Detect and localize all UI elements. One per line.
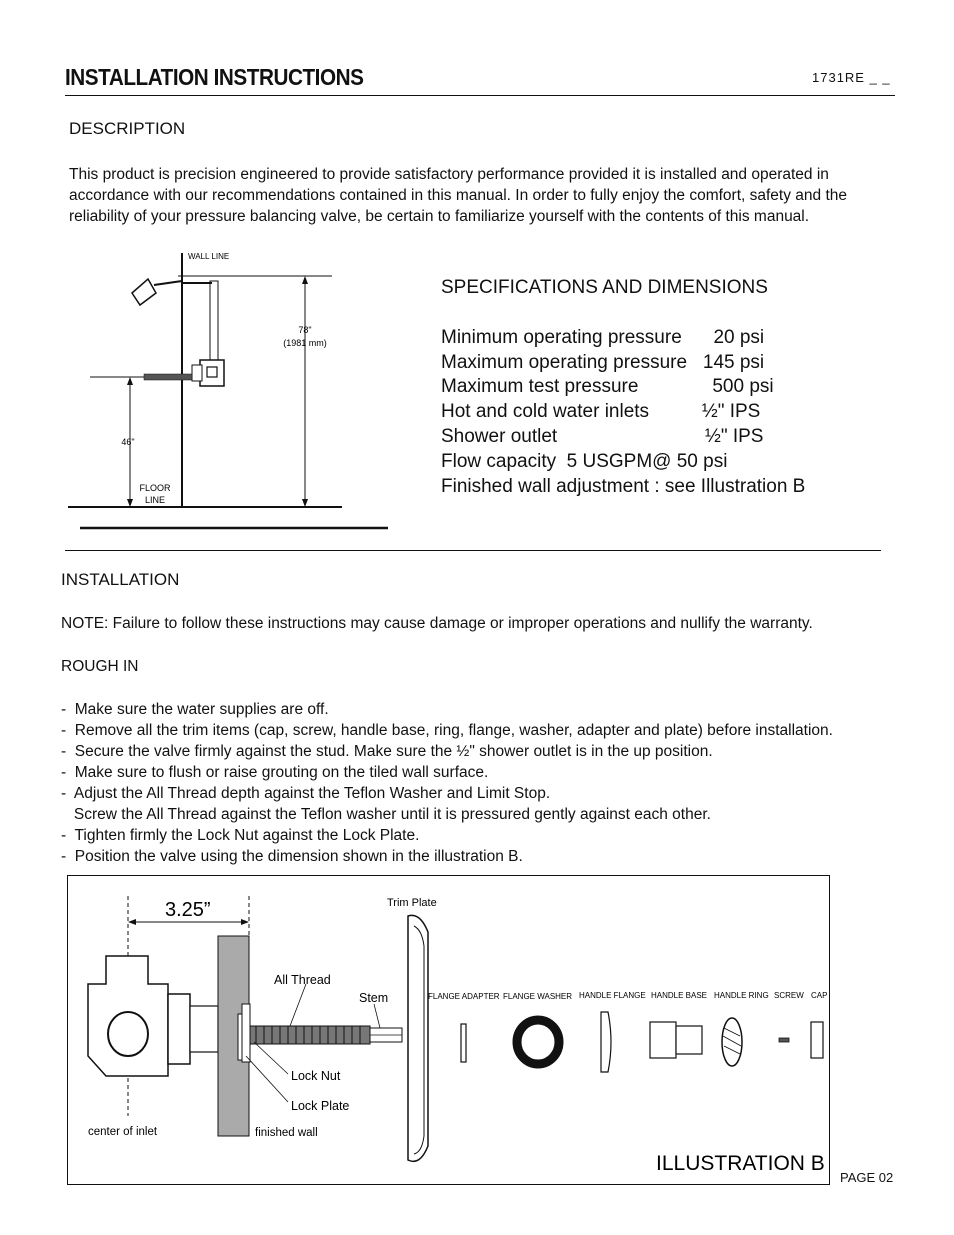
cap-icon: [811, 1022, 823, 1058]
handle-flange-icon: [601, 1012, 611, 1072]
lock-plate-label: Lock Plate: [291, 1099, 350, 1113]
height-78-mm-label: (1981 mm): [283, 338, 327, 348]
spec-row: Flow capacity 5 USGPM@ 50 psi: [441, 450, 728, 472]
spec-row: Finished wall adjustment : see Illustration B: [441, 475, 806, 497]
illustration-caption: ILLUSTRATION B: [656, 1152, 825, 1175]
cap-label: CAP: [811, 991, 828, 1000]
handle-base-label: HANDLE BASE: [651, 991, 708, 1000]
illustration-b-frame: [67, 875, 830, 1185]
trim-plate-icon: [408, 915, 428, 1161]
handle-ring-label: HANDLE RING: [714, 991, 769, 1000]
description-text: This product is precision engineered to provide satisfactory performance provided it is installed and operated in accordance with our recommendations contained in this manual. In order to fully enjoy the comfort, safety and the reliability of your pressure balancing valve, be certain to familiarize yourself with the contents of this manual.: [69, 166, 848, 225]
list-item: - Remove all the trim items (cap, screw, handle base, ring, flange, washer, adapter and plate) before installation.: [61, 722, 833, 739]
spec-row: Hot and cold water inlets ½" IPS: [441, 401, 761, 423]
spec-row: Minimum operating pressure 20 psi: [441, 326, 765, 348]
height-46-label: 46": [121, 437, 135, 447]
installation-note: NOTE: Failure to follow these instructions may cause damage or improper operations and nullify the warranty.: [61, 615, 813, 632]
dimension-label: 3.25”: [165, 899, 211, 921]
list-item: - Position the valve using the dimension shown in the illustration B.: [61, 848, 523, 865]
center-of-inlet-label: center of inlet: [88, 1126, 158, 1138]
flange-washer-icon: [517, 1020, 559, 1064]
wall-line-label: WALL LINE: [188, 252, 230, 261]
header-rule: [65, 95, 895, 96]
page-title: INSTALLATION INSTRUCTIONS: [65, 64, 364, 90]
installation-heading: INSTALLATION: [61, 570, 180, 589]
floor-label-line-2: LINE: [144, 495, 166, 505]
spec-row: Maximum test pressure 500 psi: [441, 376, 774, 398]
screw-label: SCREW: [774, 991, 804, 1000]
finished-wall-label: finished wall: [255, 1127, 318, 1139]
rough-in-steps: [61, 699, 833, 867]
rough-in-heading: ROUGH IN: [61, 658, 139, 675]
stem-label: Stem: [359, 991, 389, 1005]
flange-adapter-icon: [461, 1024, 466, 1062]
list-item: - Make sure the water supplies are off.: [61, 701, 329, 718]
list-item: - Secure the valve firmly against the stud. Make sure the ½" shower outlet is in the up position.: [61, 743, 713, 760]
list-item: - Tighten firmly the Lock Nut against the Lock Plate.: [61, 827, 420, 844]
spec-row: Shower outlet ½" IPS: [441, 425, 764, 447]
illustration-b-diagram: [68, 876, 829, 1184]
valve-body-icon: [200, 360, 224, 386]
all-thread-label: All Thread: [274, 973, 331, 987]
screw-icon: [779, 1038, 789, 1042]
list-item: - Adjust the All Thread depth against the Teflon Washer and Limit Stop.: [61, 785, 551, 802]
specifications-heading: SPECIFICATIONS AND DIMENSIONS: [441, 277, 768, 298]
page-number: PAGE 02: [840, 1170, 894, 1185]
shower-head-icon: [132, 279, 156, 305]
flange-washer-label: FLANGE WASHER: [503, 992, 573, 1001]
handle-flange-label: HANDLE FLANGE: [579, 991, 646, 1000]
floor-label-line-1: FLOOR: [139, 483, 171, 493]
spec-row: Maximum operating pressure 145 psi: [441, 351, 765, 373]
handle-ring-icon: [722, 1018, 742, 1066]
document-number: 1731RE _ _: [812, 70, 891, 85]
height-78-label: 78": [298, 325, 312, 335]
list-item: - Make sure to flush or raise grouting on the tiled wall surface.: [61, 764, 489, 781]
list-item: Screw the All Thread against the Teflon washer until it is pressured gently against each other.: [61, 806, 711, 823]
section-divider: [65, 550, 881, 551]
rough-in-height-diagram: [60, 245, 400, 535]
specifications-block: [441, 276, 805, 499]
flange-adapter-label: FLANGE ADAPTER: [428, 992, 500, 1001]
description-heading: DESCRIPTION: [69, 119, 186, 138]
lock-nut-label: Lock Nut: [291, 1069, 341, 1083]
trim-plate-label: Trim Plate: [387, 897, 437, 909]
handle-base-icon: [650, 1022, 676, 1058]
